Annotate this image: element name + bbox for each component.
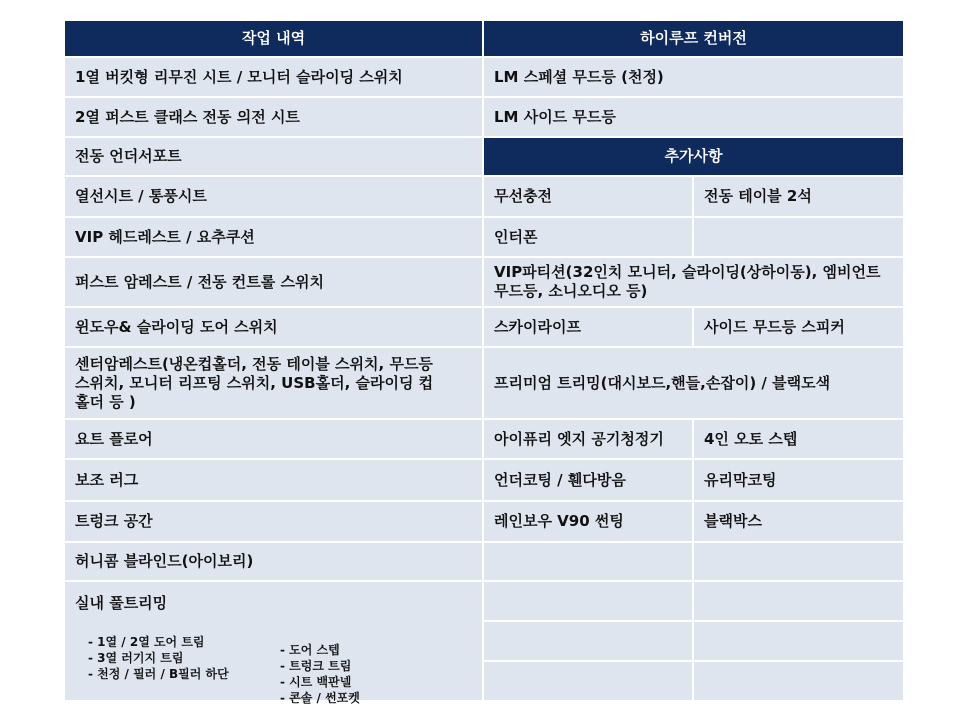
trim-note: - 시트 백판넬 [280, 675, 352, 689]
left-item-5: VIP 헤드레스트 / 요추쿠션 [65, 218, 482, 256]
high-roof-item-1: LM 스페셜 무드등 (천정) [484, 58, 903, 96]
addition-vip-partition: VIP파티션(32인치 모니터, 슬라이딩(상하이동), 엠비언트무드등, 소니오디오 등) [484, 258, 903, 306]
addition-tinting: 레인보우 V90 썬팅 [484, 502, 692, 541]
addition-empty [484, 543, 692, 580]
addition-wireless-charging: 무선충전 [484, 177, 692, 216]
trim-note: - 1열 / 2열 도어 트림 [88, 635, 205, 649]
addition-empty [694, 582, 903, 620]
left-item-12: 허니콤 블라인드(아이보리) [65, 543, 482, 580]
header-high-roof [484, 21, 903, 56]
high-roof-item-2: LM 사이드 무드등 [484, 98, 903, 136]
addition-premium-trimming: 프리미엄 트리밍(대시보드,핸들,손잡이) / 블랙도색 [484, 348, 903, 418]
addition-empty [694, 622, 903, 660]
left-item-6: 퍼스트 암레스트 / 전동 컨트롤 스위치 [65, 258, 482, 306]
left-item-1: 1열 버킷형 리무진 시트 / 모니터 슬라이딩 스위치 [65, 58, 482, 96]
left-item-4: 열선시트 / 통풍시트 [65, 177, 482, 216]
trim-notes-a [88, 634, 229, 682]
left-item-11: 트렁크 공간 [65, 502, 482, 541]
addition-undercoating: 언더코팅 / 휀다방음 [484, 460, 692, 500]
addition-blackbox: 블랙박스 [694, 502, 903, 541]
header-additions-label: 추가사항 [664, 147, 723, 165]
trim-note: - 3열 러기지 트림 [88, 651, 184, 665]
addition-empty [484, 582, 692, 620]
left-item-7: 윈도우& 슬라이딩 도어 스위치 [65, 308, 482, 346]
addition-power-table: 전동 테이블 2석 [694, 177, 903, 216]
addition-glass-coating: 유리막코팅 [694, 460, 903, 500]
addition-auto-step: 4인 오토 스텝 [694, 420, 903, 458]
trim-note: - 트렁크 트림 [280, 659, 352, 673]
addition-empty [484, 622, 692, 660]
left-item-9: 요트 플로어 [65, 420, 482, 458]
addition-empty [484, 662, 692, 700]
left-item-8: 센터암레스트(냉온컵홀더, 전동 테이블 스위치, 무드등 스위치, 모니터 리프팅 스위치, USB홀더, 슬라이딩 컵홀더 등 ) [65, 348, 482, 418]
addition-empty [694, 543, 903, 580]
trim-note: - 콘솔 / 썬포켓 [280, 691, 360, 705]
header-work-history [65, 21, 482, 56]
header-high-roof-label: 하이루프 컨버전 [640, 29, 747, 47]
trim-note: - 도어 스텝 [280, 643, 340, 657]
header-additions [484, 138, 903, 175]
left-item-10: 보조 러그 [65, 460, 482, 500]
left-item-2: 2열 퍼스트 클래스 전동 의전 시트 [65, 98, 482, 136]
left-item-13: 실내 풀트리밍 [65, 582, 482, 700]
addition-skylife: 스카이라이프 [484, 308, 692, 346]
addition-interphone: 인터폰 [484, 218, 692, 256]
addition-side-mood-speaker: 사이드 무드등 스피커 [694, 308, 903, 346]
addition-air-purifier: 아이퓨리 엣지 공기청정기 [484, 420, 692, 458]
left-item-3: 전동 언더서포트 [65, 138, 482, 175]
addition-empty [694, 218, 903, 256]
header-work-history-label: 작업 내역 [241, 29, 306, 47]
addition-empty [694, 662, 903, 700]
trim-notes-b [280, 642, 360, 706]
trim-note: - 천정 / 필러 / B필러 하단 [88, 667, 229, 681]
